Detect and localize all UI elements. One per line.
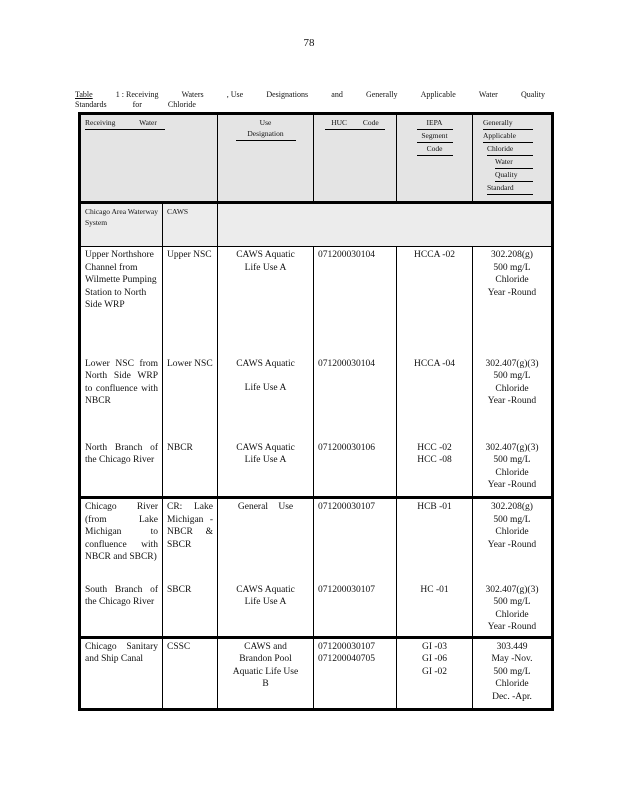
standard-line: Chloride xyxy=(495,609,529,620)
caption-word: and xyxy=(331,90,343,99)
huc-line: 071200030104 xyxy=(318,358,375,369)
standard-line: 302.407(g)(3) xyxy=(485,584,539,595)
segment-line: GI -03 xyxy=(421,641,448,652)
caption-line-1 xyxy=(75,90,545,100)
standard-line: 302.407(g)(3) xyxy=(485,442,539,453)
caption-word: Generally xyxy=(365,90,398,99)
header-text: Generally xyxy=(483,117,533,130)
standard-line: 500 mg/L xyxy=(493,666,531,677)
huc-line: 071200030107 xyxy=(318,502,375,512)
caption-word: Waters xyxy=(181,90,204,99)
segment-line: GI -02 xyxy=(421,666,448,677)
caption-word: , Use xyxy=(226,90,244,99)
standard-line: Dec. -Apr. xyxy=(492,691,532,702)
standard-line: 303.449 xyxy=(496,641,528,652)
abbr-cell: CR: Lake Michigan - NBCR & SBCR xyxy=(163,498,218,582)
huc-cell xyxy=(314,637,397,709)
caption-word: Chloride xyxy=(167,100,196,109)
segment-cell xyxy=(397,582,473,638)
standard-line: Chloride xyxy=(495,467,529,478)
huc-cell xyxy=(314,582,397,638)
caption-line-2 xyxy=(75,100,545,110)
water-cell: Upper Northshore Channel from Wilmette Pumping Station to North Side WRP xyxy=(80,247,163,356)
use-cell xyxy=(218,582,314,638)
use-line: Brandon Pool xyxy=(239,654,292,664)
segment-cell xyxy=(397,440,473,498)
water-cell: Lower NSC from North Side WRP to confluence with NBCR xyxy=(80,356,163,440)
use-line: Life Use A xyxy=(244,597,287,607)
water-cell: South Branch of the Chicago River xyxy=(80,582,163,638)
header-text: HUC Code xyxy=(325,117,385,130)
abbr-cell: SBCR xyxy=(163,582,218,638)
caption-word: Applicable xyxy=(420,90,456,99)
header-iepa-segment-code xyxy=(397,114,473,203)
use-cell xyxy=(218,247,314,356)
group-abbr: CAWS xyxy=(163,203,218,247)
standard-line: Chloride xyxy=(495,527,529,537)
header-receiving-water xyxy=(80,114,218,203)
use-line: Aquatic Life Use xyxy=(232,666,299,677)
standard-line: 500 mg/L xyxy=(493,371,531,381)
header-use-designation xyxy=(218,114,314,203)
standard-cell xyxy=(473,637,553,709)
abbr-cell: CSSC xyxy=(163,637,218,709)
use-line: General Use xyxy=(237,502,294,512)
use-line: CAWS Aquatic xyxy=(236,442,295,453)
huc-line: 071200030104 xyxy=(318,250,375,260)
segment-line: HCC -02 xyxy=(417,442,452,453)
segment-cell xyxy=(397,498,473,582)
header-text: IEPA xyxy=(417,117,453,130)
standard-line: 500 mg/L xyxy=(493,262,531,273)
standard-line: Year -Round xyxy=(487,539,537,550)
caption-word: Table xyxy=(75,90,93,99)
chloride-standards-table xyxy=(78,112,554,711)
water-cell: North Branch of the Chicago River xyxy=(80,440,163,498)
header-row xyxy=(80,114,553,203)
header-chloride-standard xyxy=(473,114,553,203)
segment-cell xyxy=(397,247,473,356)
abbr-cell: Lower NSC xyxy=(163,356,218,440)
use-line: CAWS and xyxy=(244,641,287,652)
header-text: Receiving Water xyxy=(85,117,165,130)
segment-line: HCCA -04 xyxy=(414,358,455,369)
standard-line: Year -Round xyxy=(487,622,537,632)
caption-word: Water xyxy=(478,90,498,99)
use-line: Life Use A xyxy=(244,455,287,465)
use-cell xyxy=(218,440,314,498)
standard-cell xyxy=(473,356,553,440)
header-text: Segment xyxy=(417,130,453,143)
caption-word: Quality xyxy=(520,90,545,99)
use-line xyxy=(222,370,309,382)
use-line: CAWS Aquatic xyxy=(236,584,295,595)
huc-cell xyxy=(314,440,397,498)
use-line: Life Use A xyxy=(244,262,287,273)
table-row xyxy=(80,637,553,709)
standard-cell xyxy=(473,582,553,638)
use-line: CAWS Aquatic xyxy=(236,358,295,369)
use-line: Life Use A xyxy=(244,383,287,393)
standard-line: Year -Round xyxy=(487,396,537,406)
caption-word: for xyxy=(132,100,142,109)
header-text: Code xyxy=(417,143,453,156)
huc-cell xyxy=(314,498,397,582)
standard-line: 500 mg/L xyxy=(493,455,531,465)
caption-word: 1 : Receiving xyxy=(115,90,159,99)
table-caption xyxy=(75,90,545,110)
table-row xyxy=(80,582,553,638)
huc-cell xyxy=(314,356,397,440)
use-line: B xyxy=(262,679,269,689)
table-row xyxy=(80,356,553,440)
standard-line: Chloride xyxy=(495,679,529,689)
header-text: Standard xyxy=(487,182,533,195)
standard-line: 302.407(g)(3) xyxy=(485,358,539,369)
use-cell xyxy=(218,637,314,709)
huc-line: 071200030106 xyxy=(318,442,375,453)
header-text: Designation xyxy=(236,128,296,141)
header-huc-code xyxy=(314,114,397,203)
huc-line: 071200040705 xyxy=(318,654,375,664)
segment-line: HC -01 xyxy=(420,584,449,595)
abbr-cell: NBCR xyxy=(163,440,218,498)
segment-line: HCC -08 xyxy=(417,455,452,465)
standard-line: Chloride xyxy=(495,275,529,285)
water-cell: Chicago Sanitary and Ship Canal xyxy=(80,637,163,709)
use-cell xyxy=(218,498,314,582)
header-text: Water xyxy=(495,156,533,169)
standard-cell xyxy=(473,498,553,582)
abbr-cell: Upper NSC xyxy=(163,247,218,356)
caption-word: Standards xyxy=(75,100,107,109)
segment-line: HCB -01 xyxy=(417,502,452,512)
header-text: Use xyxy=(259,118,272,127)
segment-line: GI -06 xyxy=(421,654,448,664)
header-text: Chloride xyxy=(487,143,533,156)
use-cell xyxy=(218,356,314,440)
standard-line: May -Nov. xyxy=(491,654,533,664)
table-row xyxy=(80,498,553,582)
standard-line: 500 mg/L xyxy=(493,597,531,607)
group-row xyxy=(80,203,553,247)
segment-cell xyxy=(397,356,473,440)
standard-line: Year -Round xyxy=(487,480,537,490)
huc-line: 071200030107 xyxy=(318,584,375,595)
huc-line: 071200030107 xyxy=(318,641,375,652)
table-row xyxy=(80,247,553,356)
caption-word: Designations xyxy=(266,90,309,99)
standard-line: 500 mg/L xyxy=(493,514,531,525)
standard-line: Chloride xyxy=(495,383,529,394)
segment-cell xyxy=(397,637,473,709)
water-cell: Chicago River (from Lake Michigan to confluence with NBCR and SBCR) xyxy=(80,498,163,582)
group-empty-cell xyxy=(218,203,553,247)
use-line: CAWS Aquatic xyxy=(236,250,295,260)
page-number: 78 xyxy=(303,37,315,49)
group-name: Chicago Area Waterway System xyxy=(80,203,163,247)
standard-line: Year -Round xyxy=(487,287,537,298)
standard-line: 302.208(g) xyxy=(491,250,533,260)
standard-cell xyxy=(473,247,553,356)
huc-cell xyxy=(314,247,397,356)
header-text: Applicable xyxy=(483,130,533,143)
standard-cell xyxy=(473,440,553,498)
segment-line: HCCA -02 xyxy=(414,250,455,260)
standard-line: 302.208(g) xyxy=(491,502,533,512)
header-text: Quality xyxy=(495,169,533,182)
table-row xyxy=(80,440,553,498)
